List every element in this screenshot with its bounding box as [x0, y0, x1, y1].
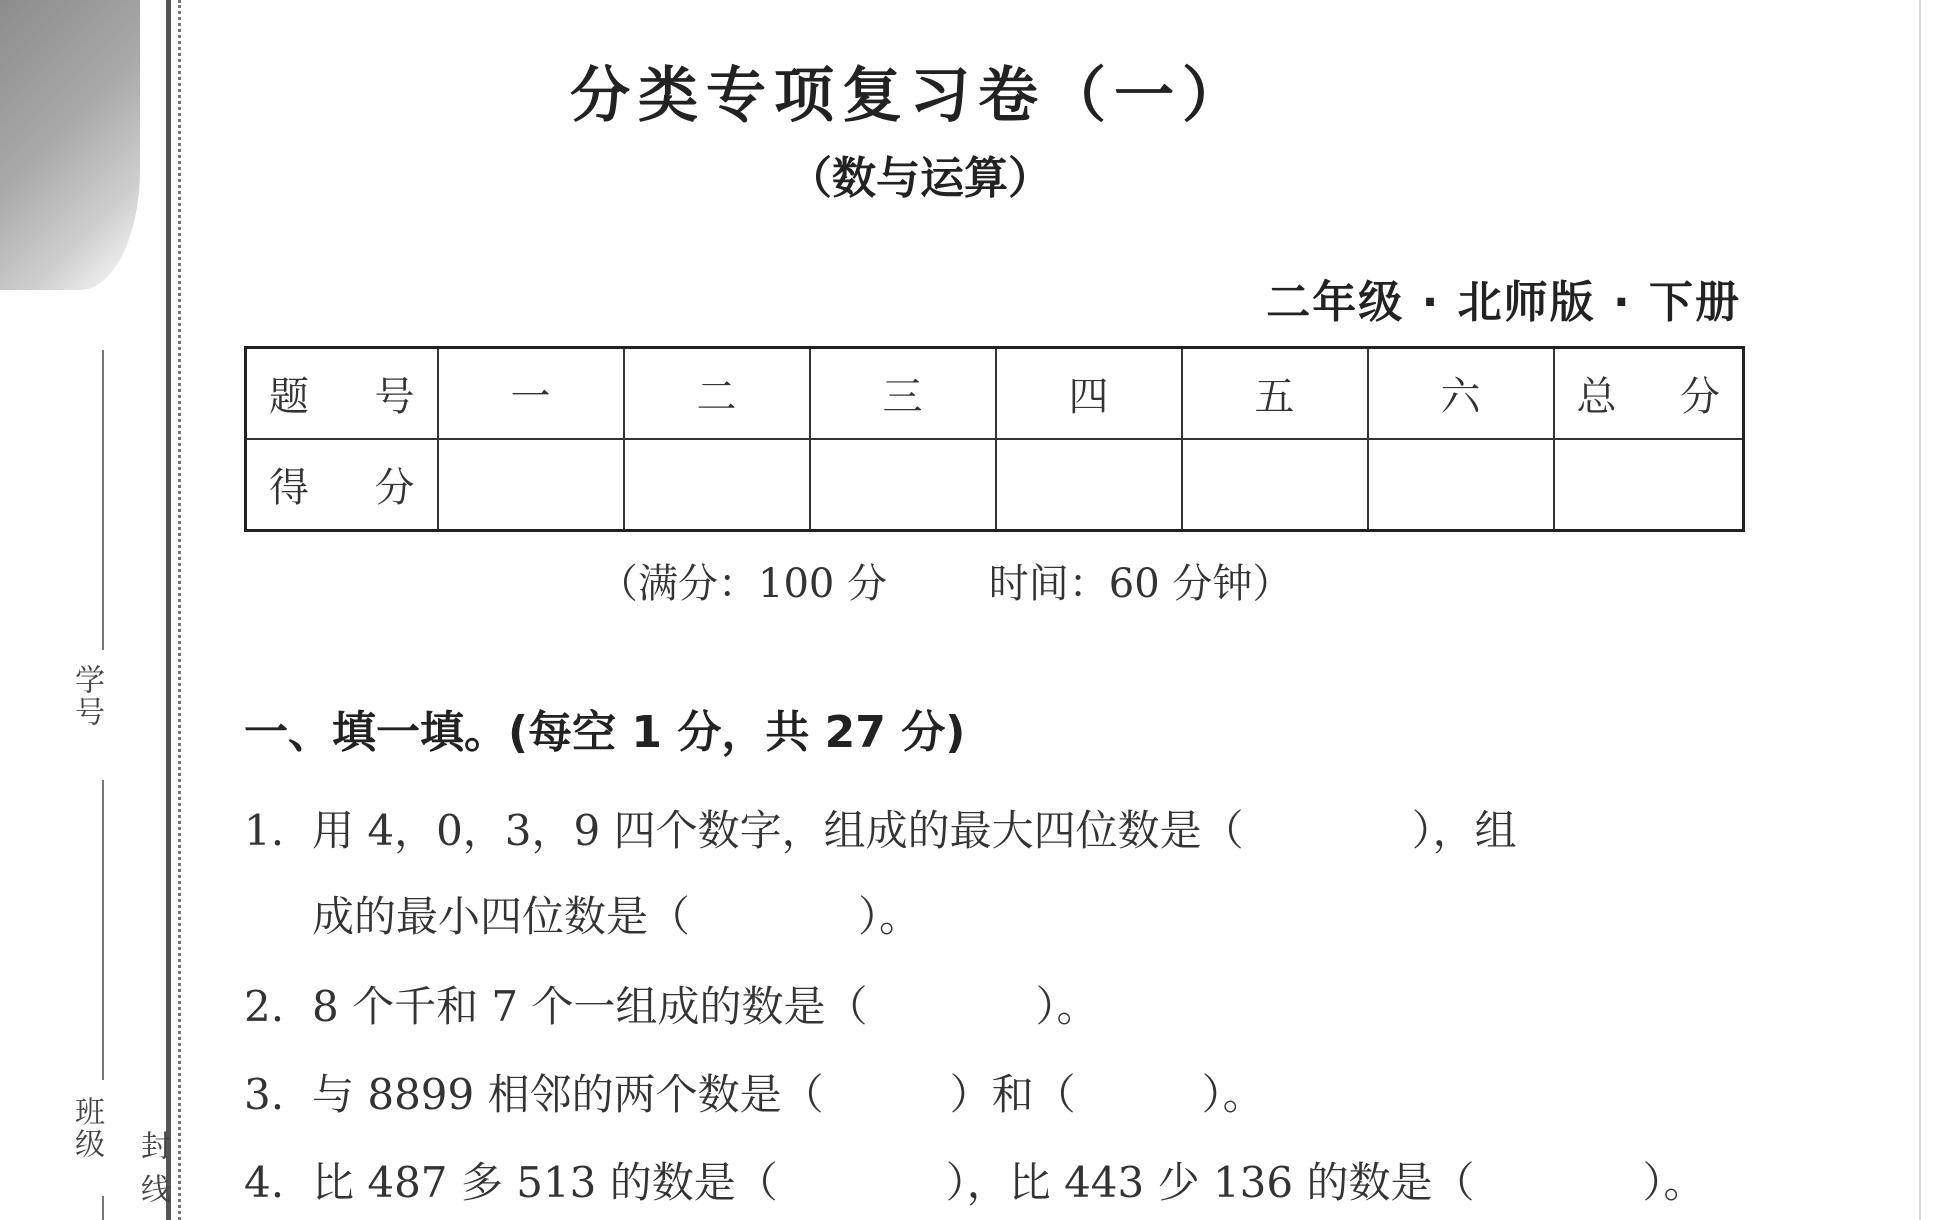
question-text: 用 4，0，3，9 四个数字，组成的最大四位数是（ ），组	[312, 806, 1517, 855]
question-4	[244, 1150, 1705, 1210]
question-2	[244, 974, 1099, 1034]
score-cell-2[interactable]	[624, 439, 810, 531]
question-text: 与 8899 相邻的两个数是（ ）和（ ）。	[312, 1070, 1265, 1119]
score-cell-5[interactable]	[1182, 439, 1368, 531]
class-label: 班级	[69, 1096, 104, 1160]
score-table-header-row	[246, 348, 1744, 440]
edition-label: 二年级 · 北师版 · 下册	[1266, 277, 1741, 328]
score-cell-total[interactable]	[1554, 439, 1744, 531]
column-2-header: 二	[624, 348, 810, 440]
total-header: 总 分	[1554, 348, 1744, 440]
column-5-header: 五	[1182, 348, 1368, 440]
question-3	[244, 1062, 1265, 1122]
question-1-continuation: 成的最小四位数是（ ）。	[312, 892, 922, 941]
score-cell-3[interactable]	[810, 439, 996, 531]
page-title: 分类专项复习卷（一）	[570, 61, 1250, 131]
score-cell-4[interactable]	[996, 439, 1182, 531]
page-right-edge	[1919, 0, 1921, 1220]
question-text: 比 487 多 513 的数是（ ），比 443 少 136 的数是（ ）。	[312, 1158, 1706, 1207]
student-id-label: 学号	[69, 664, 104, 728]
score-cell-6[interactable]	[1368, 439, 1554, 531]
seal-line-label: 封 线	[135, 1130, 170, 1206]
column-1-header: 一	[438, 348, 624, 440]
question-number: 1.	[244, 806, 285, 855]
header-label-cell: 题 号	[246, 348, 438, 440]
full-score-text: （满分：100 分	[598, 561, 888, 607]
page-subtitle: （数与运算）	[788, 153, 1052, 204]
score-table	[244, 346, 1745, 532]
question-text: 8 个千和 7 个一组成的数是（ ）。	[312, 982, 1099, 1031]
score-table-score-row	[246, 439, 1744, 531]
column-3-header: 三	[810, 348, 996, 440]
question-number: 4.	[244, 1158, 285, 1207]
class-field-line	[102, 780, 104, 1080]
question-number: 3.	[244, 1070, 285, 1119]
time-text: 时间：60 分钟）	[988, 561, 1293, 607]
score-label-cell: 得 分	[246, 439, 438, 531]
question-1	[244, 798, 1517, 858]
section-1-heading: 一、填一填。(每空 1 分，共 27 分)	[244, 707, 966, 758]
name-field-line	[102, 1196, 104, 1220]
column-4-header: 四	[996, 348, 1182, 440]
question-number: 2.	[244, 982, 285, 1031]
student-id-field-line	[102, 350, 104, 650]
column-6-header: 六	[1368, 348, 1554, 440]
exam-meta	[598, 552, 1292, 609]
score-cell-1[interactable]	[438, 439, 624, 531]
